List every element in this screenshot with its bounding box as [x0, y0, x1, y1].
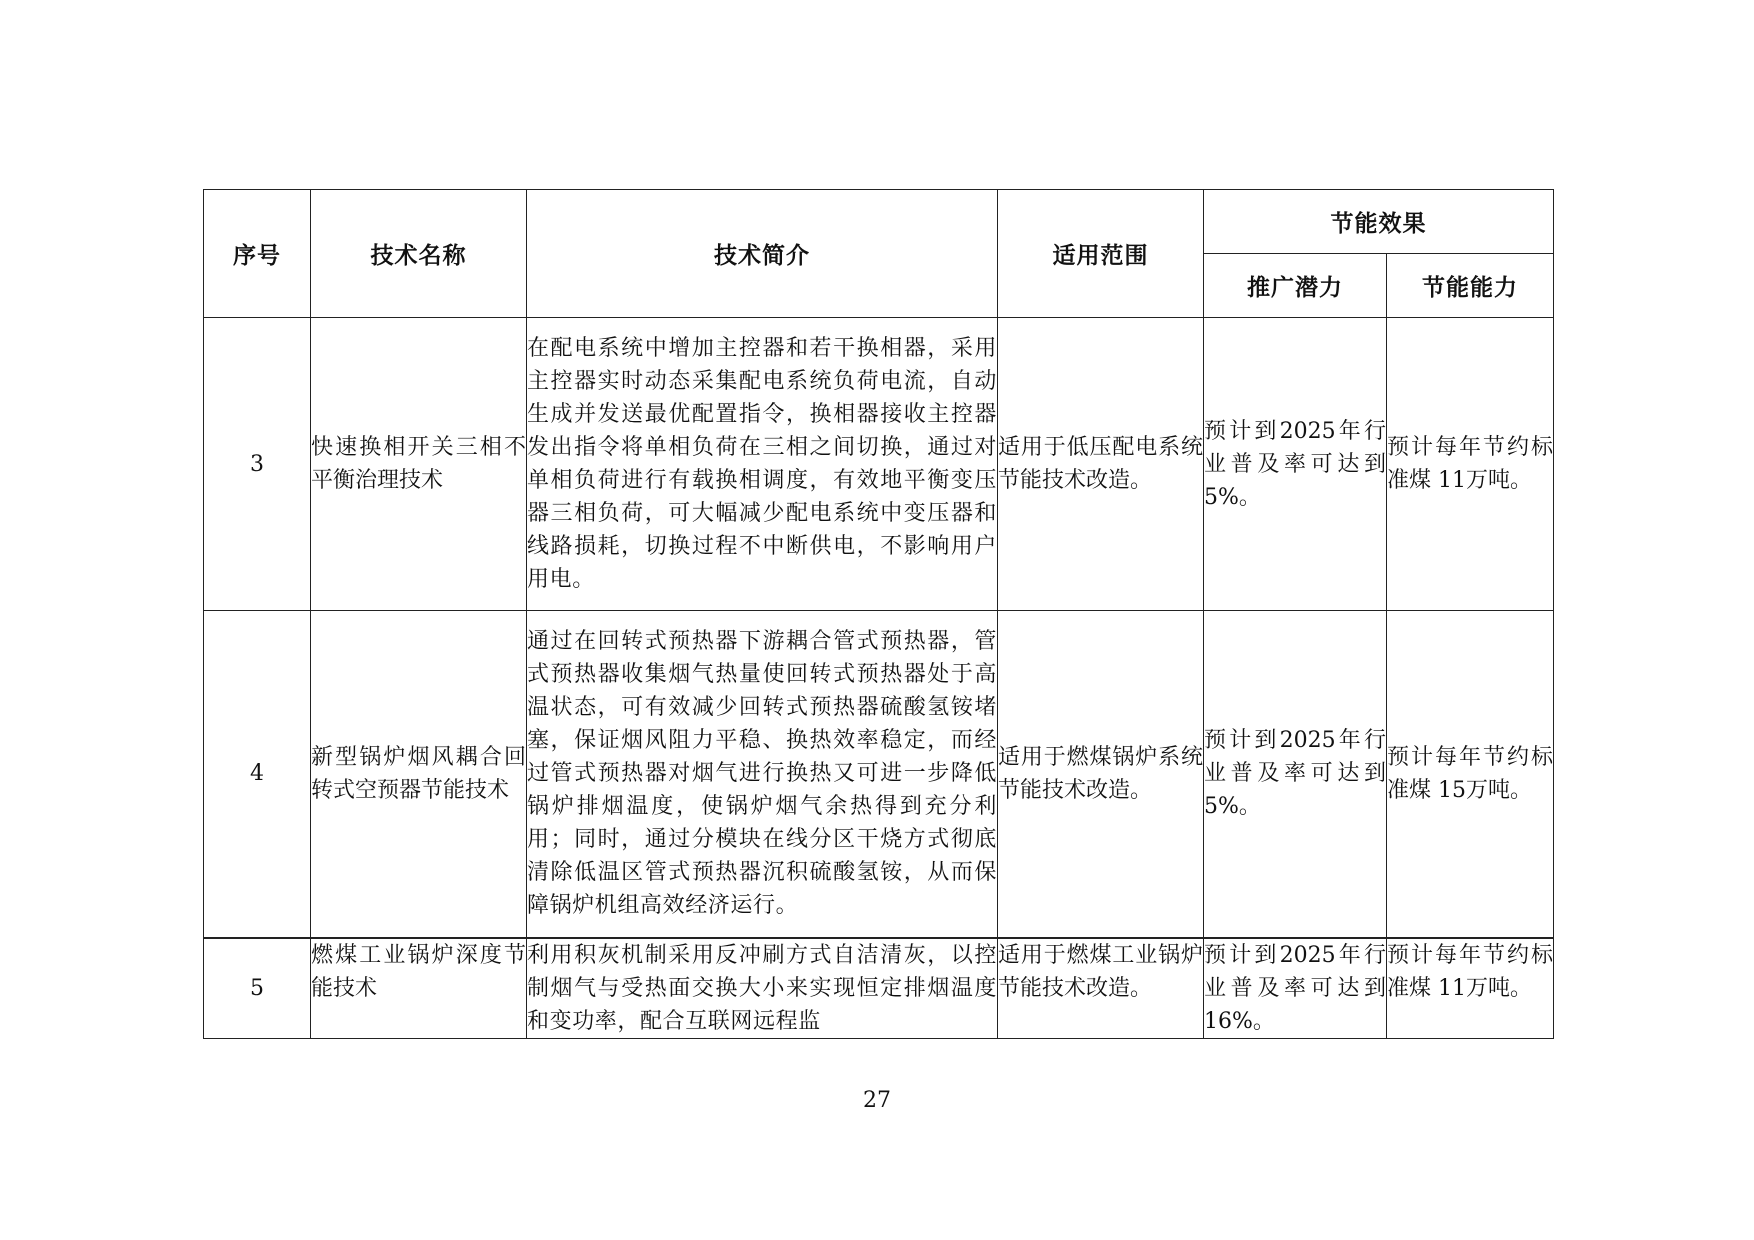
row-technology-description: 通过在回转式预热器下游耦合管式预热器，管式预热器收集烟气热量使回转式预热器处于高温状态，可有效减少回转式预热器硫酸氢铵堵塞，保证烟风阻力平稳、换热效率稳定，而经过管式预热器对烟气进行换热又可进一步降低锅炉排烟温度，使锅炉烟气余热得到充分利用；同时，通过分模块在线分区干烧方式彻底清除低温区管式预热器沉积硫酸氢铵，从而保障锅炉机组高效经济运行。	[527, 611, 998, 938]
row-index: 5	[204, 938, 311, 1039]
header-energy-saving-effect: 节能效果	[1204, 190, 1554, 254]
row-promotion-potential: 预计到2025年行业普及率可达到5%。	[1204, 611, 1387, 938]
row-index: 4	[204, 611, 311, 938]
header-applicable-scope: 适用范围	[998, 190, 1204, 318]
table-row	[204, 611, 1554, 938]
table-row	[204, 318, 1554, 611]
row-promotion-potential: 预计到2025年行业普及率可达到5%。	[1204, 318, 1387, 611]
row-technology-name: 快速换相开关三相不平衡治理技术	[311, 318, 527, 611]
row-index: 3	[204, 318, 311, 611]
header-promotion-potential: 推广潜力	[1204, 254, 1387, 318]
row-applicable-scope: 适用于低压配电系统节能技术改造。	[998, 318, 1204, 611]
table-header-row	[204, 190, 1554, 254]
row-saving-capacity: 预计每年节约标准煤 15万吨。	[1387, 611, 1554, 938]
row-technology-name: 新型锅炉烟风耦合回转式空预器节能技术	[311, 611, 527, 938]
header-index: 序号	[204, 190, 311, 318]
header-technology-name: 技术名称	[311, 190, 527, 318]
table-row	[204, 938, 1554, 1039]
row-promotion-potential: 预计到2025年行业普及率可达到16%。	[1204, 938, 1387, 1039]
row-applicable-scope: 适用于燃煤工业锅炉节能技术改造。	[998, 938, 1204, 1039]
row-technology-description: 在配电系统中增加主控器和若干换相器，采用主控器实时动态采集配电系统负荷电流，自动生成并发送最优配置指令，换相器接收主控器发出指令将单相负荷在三相之间切换，通过对单相负荷进行有载换相调度，有效地平衡变压器三相负荷，可大幅减少配电系统中变压器和线路损耗，切换过程不中断供电，不影响用户用电。	[527, 318, 998, 611]
energy-saving-technology-table	[203, 189, 1554, 1039]
row-technology-name: 燃煤工业锅炉深度节能技术	[311, 938, 527, 1039]
row-applicable-scope: 适用于燃煤锅炉系统节能技术改造。	[998, 611, 1204, 938]
header-technology-description: 技术简介	[527, 190, 998, 318]
row-technology-description: 利用积灰机制采用反冲刷方式自洁清灰，以控制烟气与受热面交换大小来实现恒定排烟温度和变功率，配合互联网远程监	[527, 938, 998, 1039]
row-saving-capacity: 预计每年节约标准煤 11万吨。	[1387, 318, 1554, 611]
page-number: 27	[863, 1088, 891, 1113]
row-saving-capacity: 预计每年节约标准煤 11万吨。	[1387, 938, 1554, 1039]
header-saving-capacity: 节能能力	[1387, 254, 1554, 318]
